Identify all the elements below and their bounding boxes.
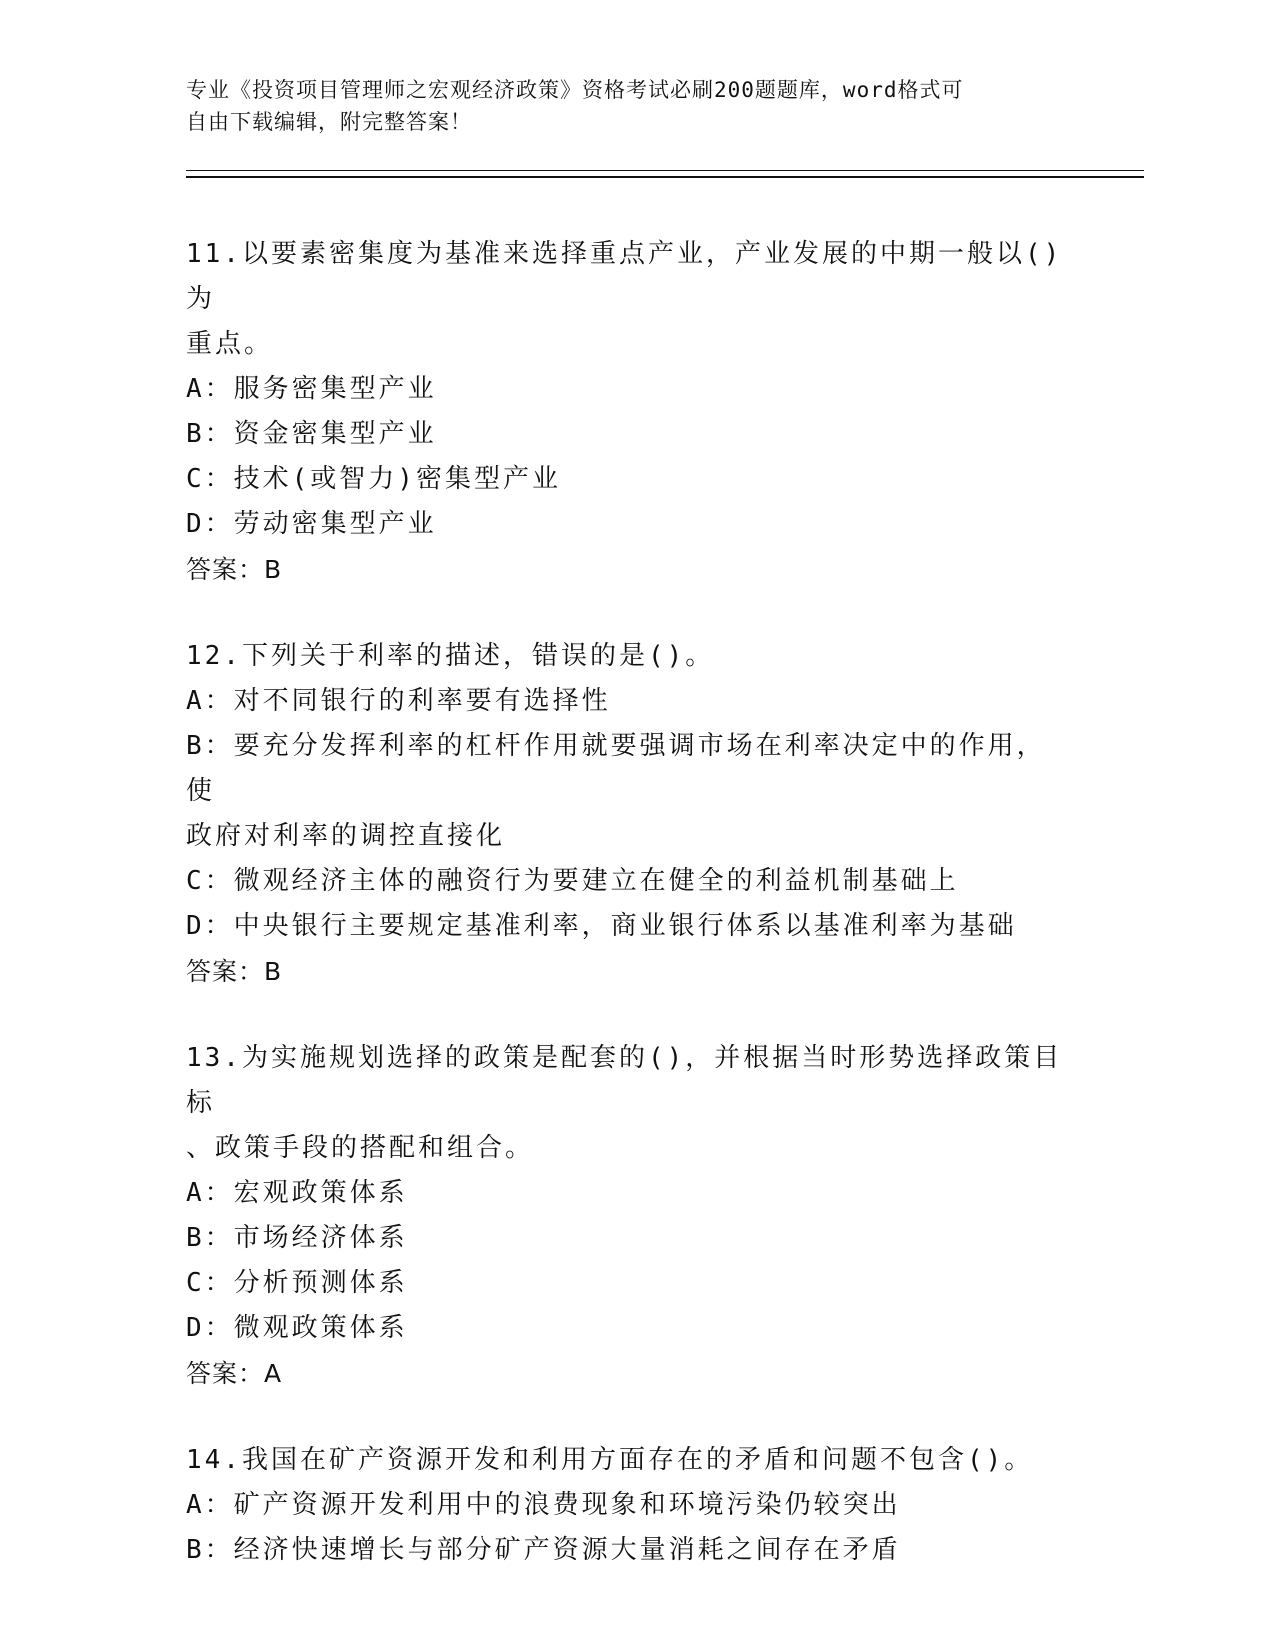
question-stem-line: 13.为实施规划选择的政策是配套的()，并根据当时形势选择政策目标 [186,1043,1063,1118]
answer-option-line: B：资金密集型产业 [186,419,437,449]
answer-option-line: D：劳动密集型产业 [186,509,437,539]
answer-option-line: D：中央银行主要规定基准利率，商业银行体系以基准利率为基础 [186,911,1017,941]
answer-option-line: 政府对利率的调控直接化 [186,821,506,851]
answer-option-line: C：微观经济主体的融资行为要建立在健全的利益机制基础上 [186,866,959,896]
answer-option-line: B：要充分发挥利率的杠杆作用就要强调市场在利率决定中的作用，使 [186,731,1046,806]
answer-option-line: D：微观政策体系 [186,1313,408,1343]
question-stem-line: 11.以要素密集度为基准来选择重点产业，产业发展的中期一般以()为 [186,239,1063,314]
answer-key: 答案：A [186,1359,283,1388]
question-list [186,232,1066,1615]
document-header [186,74,1066,138]
question-stem-line: 12.下列关于利率的描述，错误的是()。 [186,641,715,671]
question-block [186,1438,1066,1573]
answer-option-line: A：服务密集型产业 [186,374,437,404]
question-stem-line: 14.我国在矿产资源开发和利用方面存在的矛盾和问题不包含()。 [186,1445,1034,1475]
answer-option-line: B：经济快速增长与部分矿产资源大量消耗之间存在矛盾 [186,1535,901,1565]
answer-key: 答案：B [186,555,283,584]
answer-key: 答案：B [186,957,283,986]
header-divider-top [186,170,1144,171]
question-block [186,232,1066,592]
question-block [186,1036,1066,1396]
answer-option-line: A：宏观政策体系 [186,1178,408,1208]
header-divider-bottom [186,176,1144,178]
answer-option-line: C：技术(或智力)密集型产业 [186,464,561,494]
question-stem-line: 、政策手段的搭配和组合。 [186,1133,535,1163]
question-stem-line: 重点。 [186,329,274,359]
answer-option-line: A：对不同银行的利率要有选择性 [186,686,611,716]
answer-option-line: B：市场经济体系 [186,1223,408,1253]
question-block [186,634,1066,994]
answer-option-line: A：矿产资源开发利用中的浪费现象和环境污染仍较突出 [186,1490,901,1520]
header-line-2: 自由下载编辑，附完整答案！ [186,110,472,134]
header-line-1: 专业《投资项目管理师之宏观经济政策》资格考试必刷200题题库，word格式可 [186,78,964,102]
answer-option-line: C：分析预测体系 [186,1268,408,1298]
